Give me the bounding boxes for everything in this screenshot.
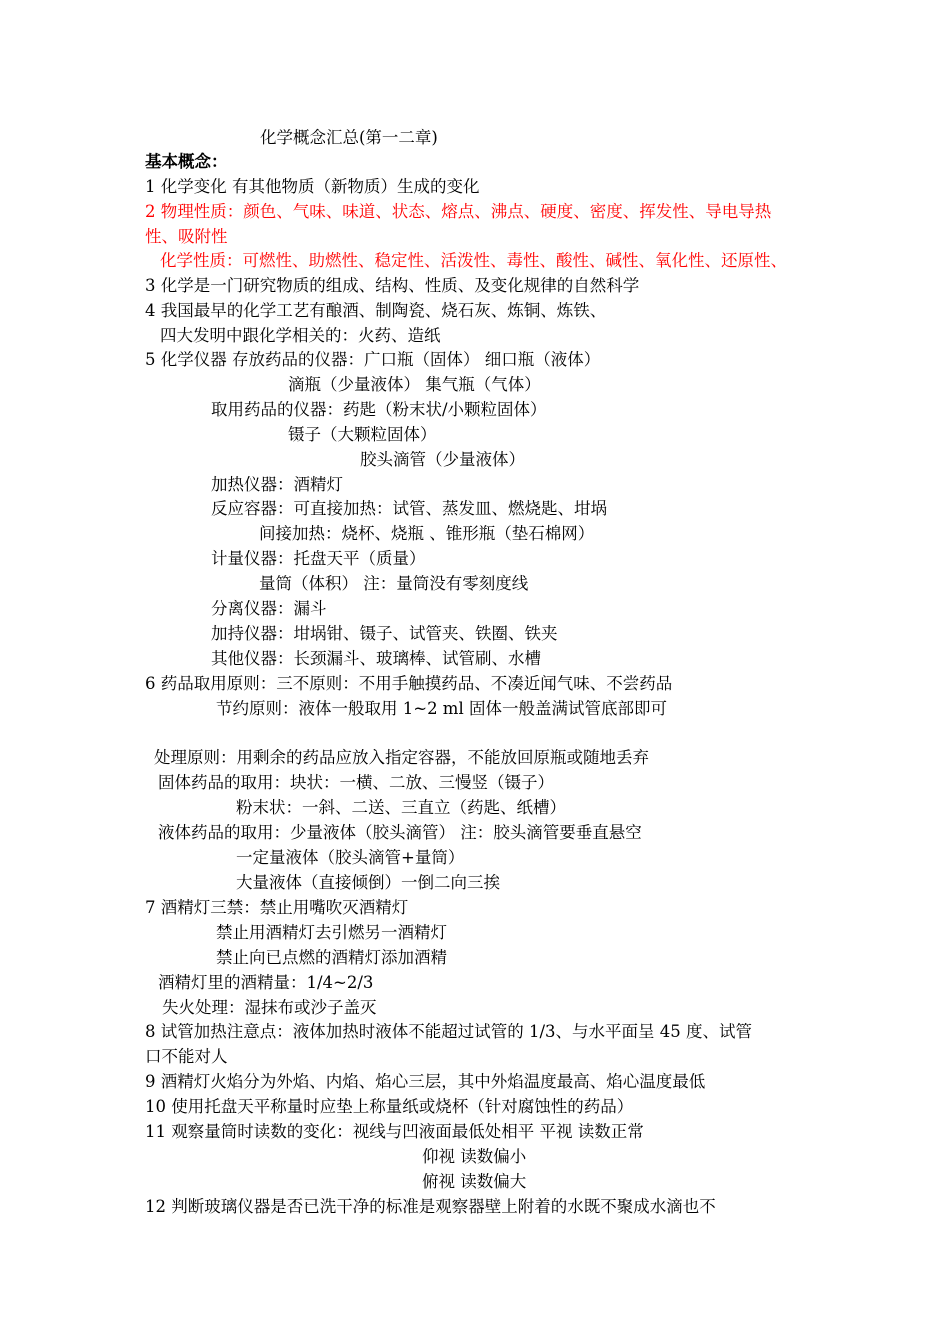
text-line: 俯视 读数偏大	[422, 1172, 527, 1191]
text-line: 加热仪器：酒精灯	[211, 475, 343, 494]
text-line-physical-properties-cont: 性、吸附性	[145, 227, 228, 246]
text-line: 大量液体（直接倾倒）一倒二向三挨	[236, 873, 500, 892]
text-line: 滴瓶（少量液体） 集气瓶（气体）	[288, 375, 541, 394]
text-line: 口不能对人	[145, 1047, 228, 1066]
text-line-physical-properties: 2 物理性质：颜色、气味、味道、状态、熔点、沸点、硬度、密度、挥发性、导电导热	[145, 202, 772, 221]
text-line: 胶头滴管（少量液体）	[360, 450, 525, 469]
text-line: 间接加热：烧杯、烧瓶 、锥形瓶（垫石棉网）	[259, 524, 595, 543]
text-line: 禁止向已点燃的酒精灯添加酒精	[216, 948, 447, 967]
text-line: 镊子（大颗粒固体）	[288, 425, 437, 444]
text-line: 5 化学仪器 存放药品的仪器：广口瓶（固体） 细口瓶（液体）	[145, 350, 601, 369]
text-line: 禁止用酒精灯去引燃另一酒精灯	[216, 923, 447, 942]
text-line: 取用药品的仪器：药匙（粉末状/小颗粒固体）	[211, 400, 547, 419]
text-line: 失火处理：湿抹布或沙子盖灭	[162, 998, 377, 1017]
text-line: 1 化学变化 有其他物质（新物质）生成的变化	[145, 177, 480, 196]
text-line: 反应容器：可直接加热：试管、蒸发皿、燃烧匙、坩埚	[211, 499, 607, 518]
text-line: 其他仪器：长颈漏斗、玻璃棒、试管刷、水槽	[211, 649, 541, 668]
document-title: 化学概念汇总(第一二章)	[260, 128, 438, 147]
text-line: 4 我国最早的化学工艺有酿酒、制陶瓷、烧石灰、炼铜、炼铁、	[145, 301, 607, 320]
text-line: 7 酒精灯三禁：禁止用嘴吹灭酒精灯	[145, 898, 409, 917]
section-heading: 基本概念：	[145, 152, 228, 171]
text-line: 10 使用托盘天平称量时应垫上称量纸或烧杯（针对腐蚀性的药品）	[145, 1097, 634, 1116]
text-line: 酒精灯里的酒精量：1/4~2/3	[158, 973, 374, 992]
text-line: 量筒（体积） 注：量筒没有零刻度线	[259, 574, 529, 593]
text-line: 固体药品的取用：块状：一横、二放、三慢竖（镊子）	[158, 773, 554, 792]
text-line: 液体药品的取用：少量液体（胶头滴管） 注：胶头滴管要垂直悬空	[158, 823, 642, 842]
text-line: 8 试管加热注意点：液体加热时液体不能超过试管的 1/3、与水平面呈 45 度、试管	[145, 1022, 753, 1041]
text-line: 处理原则：用剩余的药品应放入指定容器，不能放回原瓶或随地丢弃	[154, 748, 649, 767]
text-line: 粉末状：一斜、二送、三直立（药匙、纸槽）	[236, 798, 566, 817]
text-line: 一定量液体（胶头滴管+量筒）	[236, 848, 465, 867]
text-line: 节约原则：液体一般取用 1~2 ml 固体一般盖满试管底部即可	[216, 699, 667, 718]
text-line: 分离仪器：漏斗	[211, 599, 327, 618]
text-line: 加持仪器：坩埚钳、镊子、试管夹、铁圈、铁夹	[211, 624, 558, 643]
text-line: 仰视 读数偏小	[422, 1147, 527, 1166]
text-line: 四大发明中跟化学相关的：火药、造纸	[160, 326, 441, 345]
text-line: 12 判断玻璃仪器是否已洗干净的标准是观察器壁上附着的水既不聚成水滴也不	[145, 1197, 716, 1216]
text-line: 11 观察量筒时读数的变化：视线与凹液面最低处相平 平视 读数正常	[145, 1122, 644, 1141]
text-line: 9 酒精灯火焰分为外焰、内焰、焰心三层，其中外焰温度最高、焰心温度最低	[145, 1072, 706, 1091]
text-line: 计量仪器：托盘天平（质量）	[211, 549, 426, 568]
text-line: 3 化学是一门研究物质的组成、结构、性质、及变化规律的自然科学	[145, 276, 640, 295]
text-line: 6 药品取用原则：三不原则：不用手触摸药品、不凑近闻气味、不尝药品	[145, 674, 673, 693]
text-line-chemical-properties: 化学性质：可燃性、助燃性、稳定性、活泼性、毒性、酸性、碱性、氧化性、还原性、	[160, 251, 787, 270]
